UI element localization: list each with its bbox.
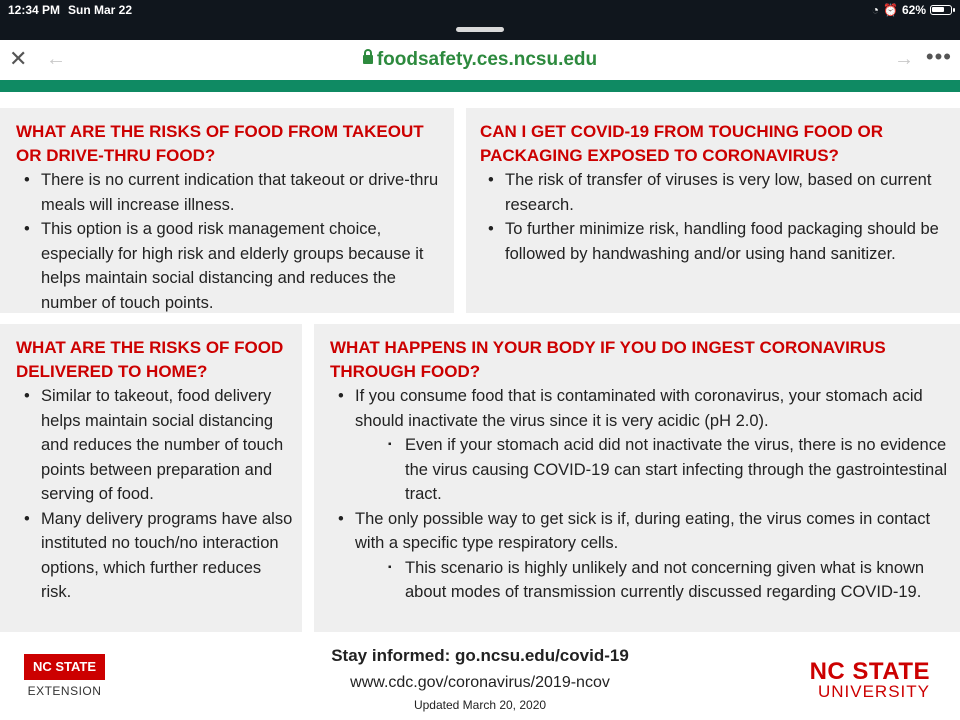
section-heading: WHAT ARE THE RISKS OF FOOD DELIVERED TO HOME? (16, 338, 284, 381)
close-icon[interactable]: ✕ (9, 46, 28, 71)
university-logo-top: NC STATE (809, 658, 930, 685)
nc-state-extension-logo: NC STATE (24, 654, 105, 680)
more-options-icon[interactable]: ••• (925, 44, 952, 69)
back-arrow-icon[interactable]: ← (46, 48, 66, 70)
bullet-list (480, 168, 950, 266)
forward-arrow-icon[interactable]: → (894, 48, 914, 70)
url-text: foodsafety.ces.ncsu.edu (376, 49, 598, 70)
sub-list-item: ▪ Even if your stomach acid did not inactivate the virus, there is no evidence the virus causing COVID-19 can start infecting through the gastrointestinal tract. (330, 433, 950, 507)
sub-list-item: ▪ This scenario is highly unlikely and not concerning given what is known about modes of transmission currently discussed regarding COVID-19. (330, 556, 950, 605)
status-indicators (872, 3, 952, 17)
status-bar (0, 0, 960, 40)
list-item: • To further minimize risk, handling food packaging should be followed by handwashing and/or using hand sanitizer. (480, 217, 950, 266)
section-heading: WHAT HAPPENS IN YOUR BODY IF YOU DO INGEST CORONAVIRUS THROUGH FOOD? (330, 338, 886, 381)
browser-toolbar (0, 40, 960, 80)
list-item: • There is no current indication that takeout or drive-thru meals will increase illness. (16, 168, 444, 217)
stay-informed-link[interactable]: Stay informed: go.ncsu.edu/covid-19 (331, 646, 629, 665)
header-accent-bar (0, 80, 960, 92)
list-item: • The risk of transfer of viruses is very low, based on current research. (480, 168, 950, 217)
bullet-list (16, 384, 294, 605)
sheet-grabber[interactable] (456, 27, 504, 32)
updated-date: Updated March 20, 2020 (413, 698, 547, 712)
battery-percent: 62% (901, 3, 926, 17)
page-content (0, 92, 960, 632)
lock-icon (363, 55, 373, 64)
list-item: • This option is a good risk management choice, especially for high risk and elderly groups because it helps maintain social distancing and reduces the number of touch points. (16, 217, 444, 315)
status-time: 12:34 PM (8, 3, 61, 17)
section-heading: CAN I GET COVID-19 FROM TOUCHING FOOD OR PACKAGING EXPOSED TO CORONAVIRUS? (480, 122, 883, 165)
extension-label: EXTENSION (27, 684, 102, 698)
section-packaging (466, 108, 960, 313)
bullet-list (16, 168, 444, 315)
list-item: • Similar to takeout, food delivery helps maintain social distancing and reduces the number of touch points between preparation and serving of food. (16, 384, 294, 507)
university-logo-bottom: UNIVERSITY (817, 682, 930, 701)
bullet-list (330, 384, 950, 605)
list-item: • Many delivery programs have also instituted no touch/no interaction options, which further reduces risk. (16, 507, 294, 605)
section-ingest (314, 324, 960, 632)
url-display[interactable] (0, 46, 960, 71)
list-item: • The only possible way to get sick is if, during eating, the virus comes in contact with a specific type respiratory cells. (330, 507, 950, 556)
alarm-icon: ⏰ (883, 3, 898, 17)
wifi-icon: ◔ (871, 3, 880, 17)
section-heading: WHAT ARE THE RISKS OF FOOD FROM TAKEOUT OR DRIVE-THRU FOOD? (16, 122, 424, 165)
page-footer (0, 632, 960, 720)
battery-icon (930, 5, 952, 15)
section-delivery (0, 324, 302, 632)
section-takeout (0, 108, 454, 313)
status-date: Sun Mar 22 (68, 3, 133, 17)
cdc-link[interactable]: www.cdc.gov/coronavirus/2019-ncov (350, 674, 610, 691)
list-item: • If you consume food that is contaminated with coronavirus, your stomach acid should inactivate the virus since it is very acidic (pH 2.0). (330, 384, 950, 433)
